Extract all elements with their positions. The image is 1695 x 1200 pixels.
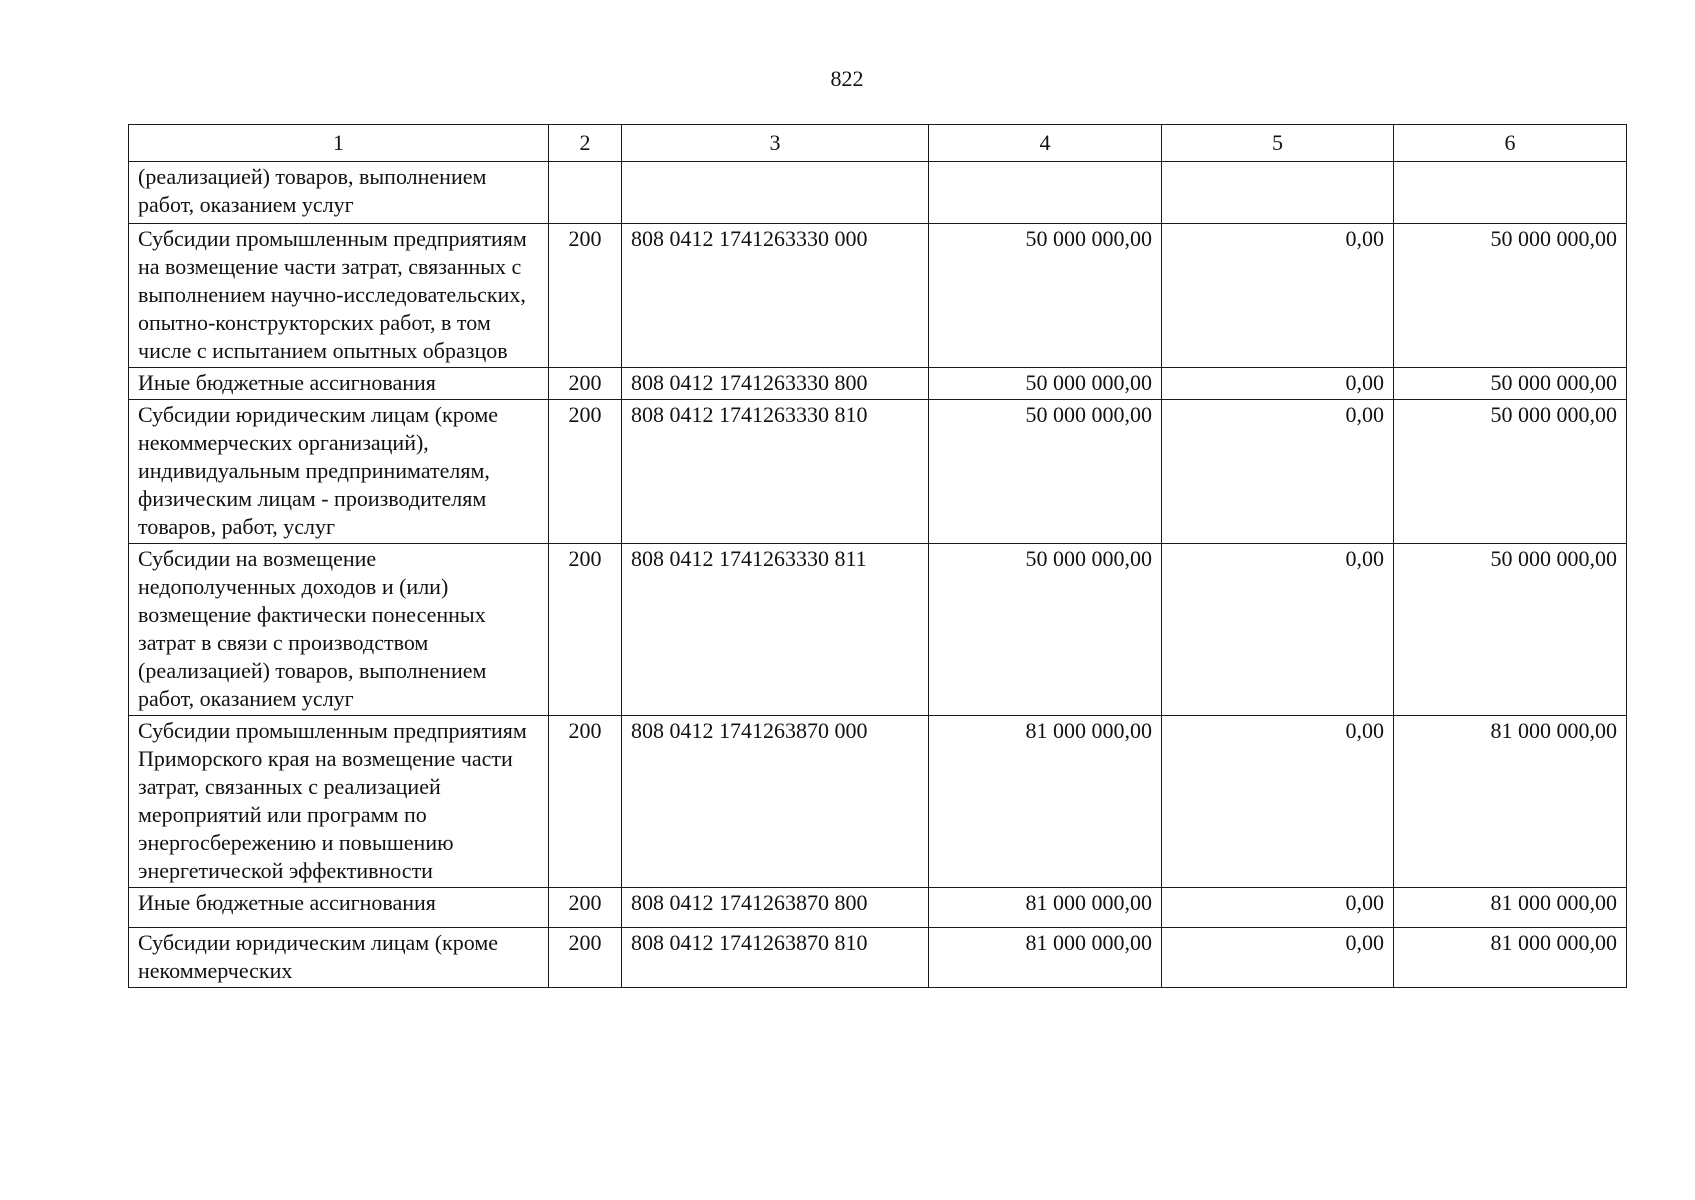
row-name: Субсидии юридическим лицам (кроме некоммерческих организаций), индивидуальным предпринимателям, физическим лицам - производителям товаров, работ, услуг: [129, 400, 549, 544]
row-col2: 200: [549, 928, 622, 988]
row-col5: 0,00: [1162, 368, 1394, 400]
row-code: 808 0412 1741263330 000: [622, 224, 929, 368]
row-code: 808 0412 1741263870 000: [622, 716, 929, 888]
header-col-2: 2: [549, 125, 622, 162]
table-row: [129, 716, 1627, 888]
table-row: [129, 544, 1627, 716]
table-row: [129, 888, 1627, 928]
table-row: [129, 224, 1627, 368]
row-col4: [929, 162, 1162, 224]
table-row: [129, 400, 1627, 544]
page-number: 822: [830, 66, 864, 91]
row-col5: [1162, 162, 1394, 224]
row-name: (реализацией) товаров, выполнением работ, оказанием услуг: [129, 162, 549, 224]
row-col5: 0,00: [1162, 224, 1394, 368]
row-col2: 200: [549, 888, 622, 928]
row-col2: 200: [549, 400, 622, 544]
row-name: Субсидии на возмещение недополученных доходов и (или) возмещение фактически понесенных затрат в связи с производством (реализацией) товаров, выполнением работ, оказанием услуг: [129, 544, 549, 716]
header-col-5: 5: [1162, 125, 1394, 162]
row-code: 808 0412 1741263330 811: [622, 544, 929, 716]
row-col2: 200: [549, 224, 622, 368]
row-col2: 200: [549, 544, 622, 716]
budget-table: [128, 124, 1627, 988]
row-col5: 0,00: [1162, 888, 1394, 928]
row-code: [622, 162, 929, 224]
row-col4: 81 000 000,00: [929, 716, 1162, 888]
row-col4: 81 000 000,00: [929, 928, 1162, 988]
row-col6: [1394, 162, 1627, 224]
row-name: Субсидии промышленным предприятиям на возмещение части затрат, связанных с выполнением научно-исследовательских, опытно-конструкторских работ, в том числе с испытанием опытных образцов: [129, 224, 549, 368]
row-code: 808 0412 1741263870 810: [622, 928, 929, 988]
header-col-6: 6: [1394, 125, 1627, 162]
row-name: Субсидии промышленным предприятиям Приморского края на возмещение части затрат, связанных с реализацией мероприятий или программ по энергосбережению и повышению энергетической эффективности: [129, 716, 549, 888]
table-row: [129, 928, 1627, 988]
row-col6: 50 000 000,00: [1394, 224, 1627, 368]
row-col5: 0,00: [1162, 716, 1394, 888]
row-col2: [549, 162, 622, 224]
table-row: [129, 162, 1627, 224]
row-col5: 0,00: [1162, 400, 1394, 544]
row-name: Иные бюджетные ассигнования: [129, 368, 549, 400]
row-col4: 50 000 000,00: [929, 224, 1162, 368]
row-col2: 200: [549, 716, 622, 888]
row-name: Иные бюджетные ассигнования: [129, 888, 549, 928]
row-name: Субсидии юридическим лицам (кроме некоммерческих: [129, 928, 549, 988]
row-col4: 50 000 000,00: [929, 368, 1162, 400]
row-col6: 81 000 000,00: [1394, 928, 1627, 988]
header-col-1: 1: [129, 125, 549, 162]
table-row: [129, 368, 1627, 400]
row-col5: 0,00: [1162, 544, 1394, 716]
row-col5: 0,00: [1162, 928, 1394, 988]
header-col-3: 3: [622, 125, 929, 162]
header-col-4: 4: [929, 125, 1162, 162]
row-col6: 81 000 000,00: [1394, 716, 1627, 888]
row-col2: 200: [549, 368, 622, 400]
row-code: 808 0412 1741263330 800: [622, 368, 929, 400]
row-col4: 50 000 000,00: [929, 544, 1162, 716]
row-col6: 50 000 000,00: [1394, 400, 1627, 544]
row-col4: 50 000 000,00: [929, 400, 1162, 544]
row-col6: 50 000 000,00: [1394, 544, 1627, 716]
row-code: 808 0412 1741263870 800: [622, 888, 929, 928]
row-col4: 81 000 000,00: [929, 888, 1162, 928]
header-row: [129, 125, 1627, 162]
row-col6: 81 000 000,00: [1394, 888, 1627, 928]
row-code: 808 0412 1741263330 810: [622, 400, 929, 544]
row-col6: 50 000 000,00: [1394, 368, 1627, 400]
